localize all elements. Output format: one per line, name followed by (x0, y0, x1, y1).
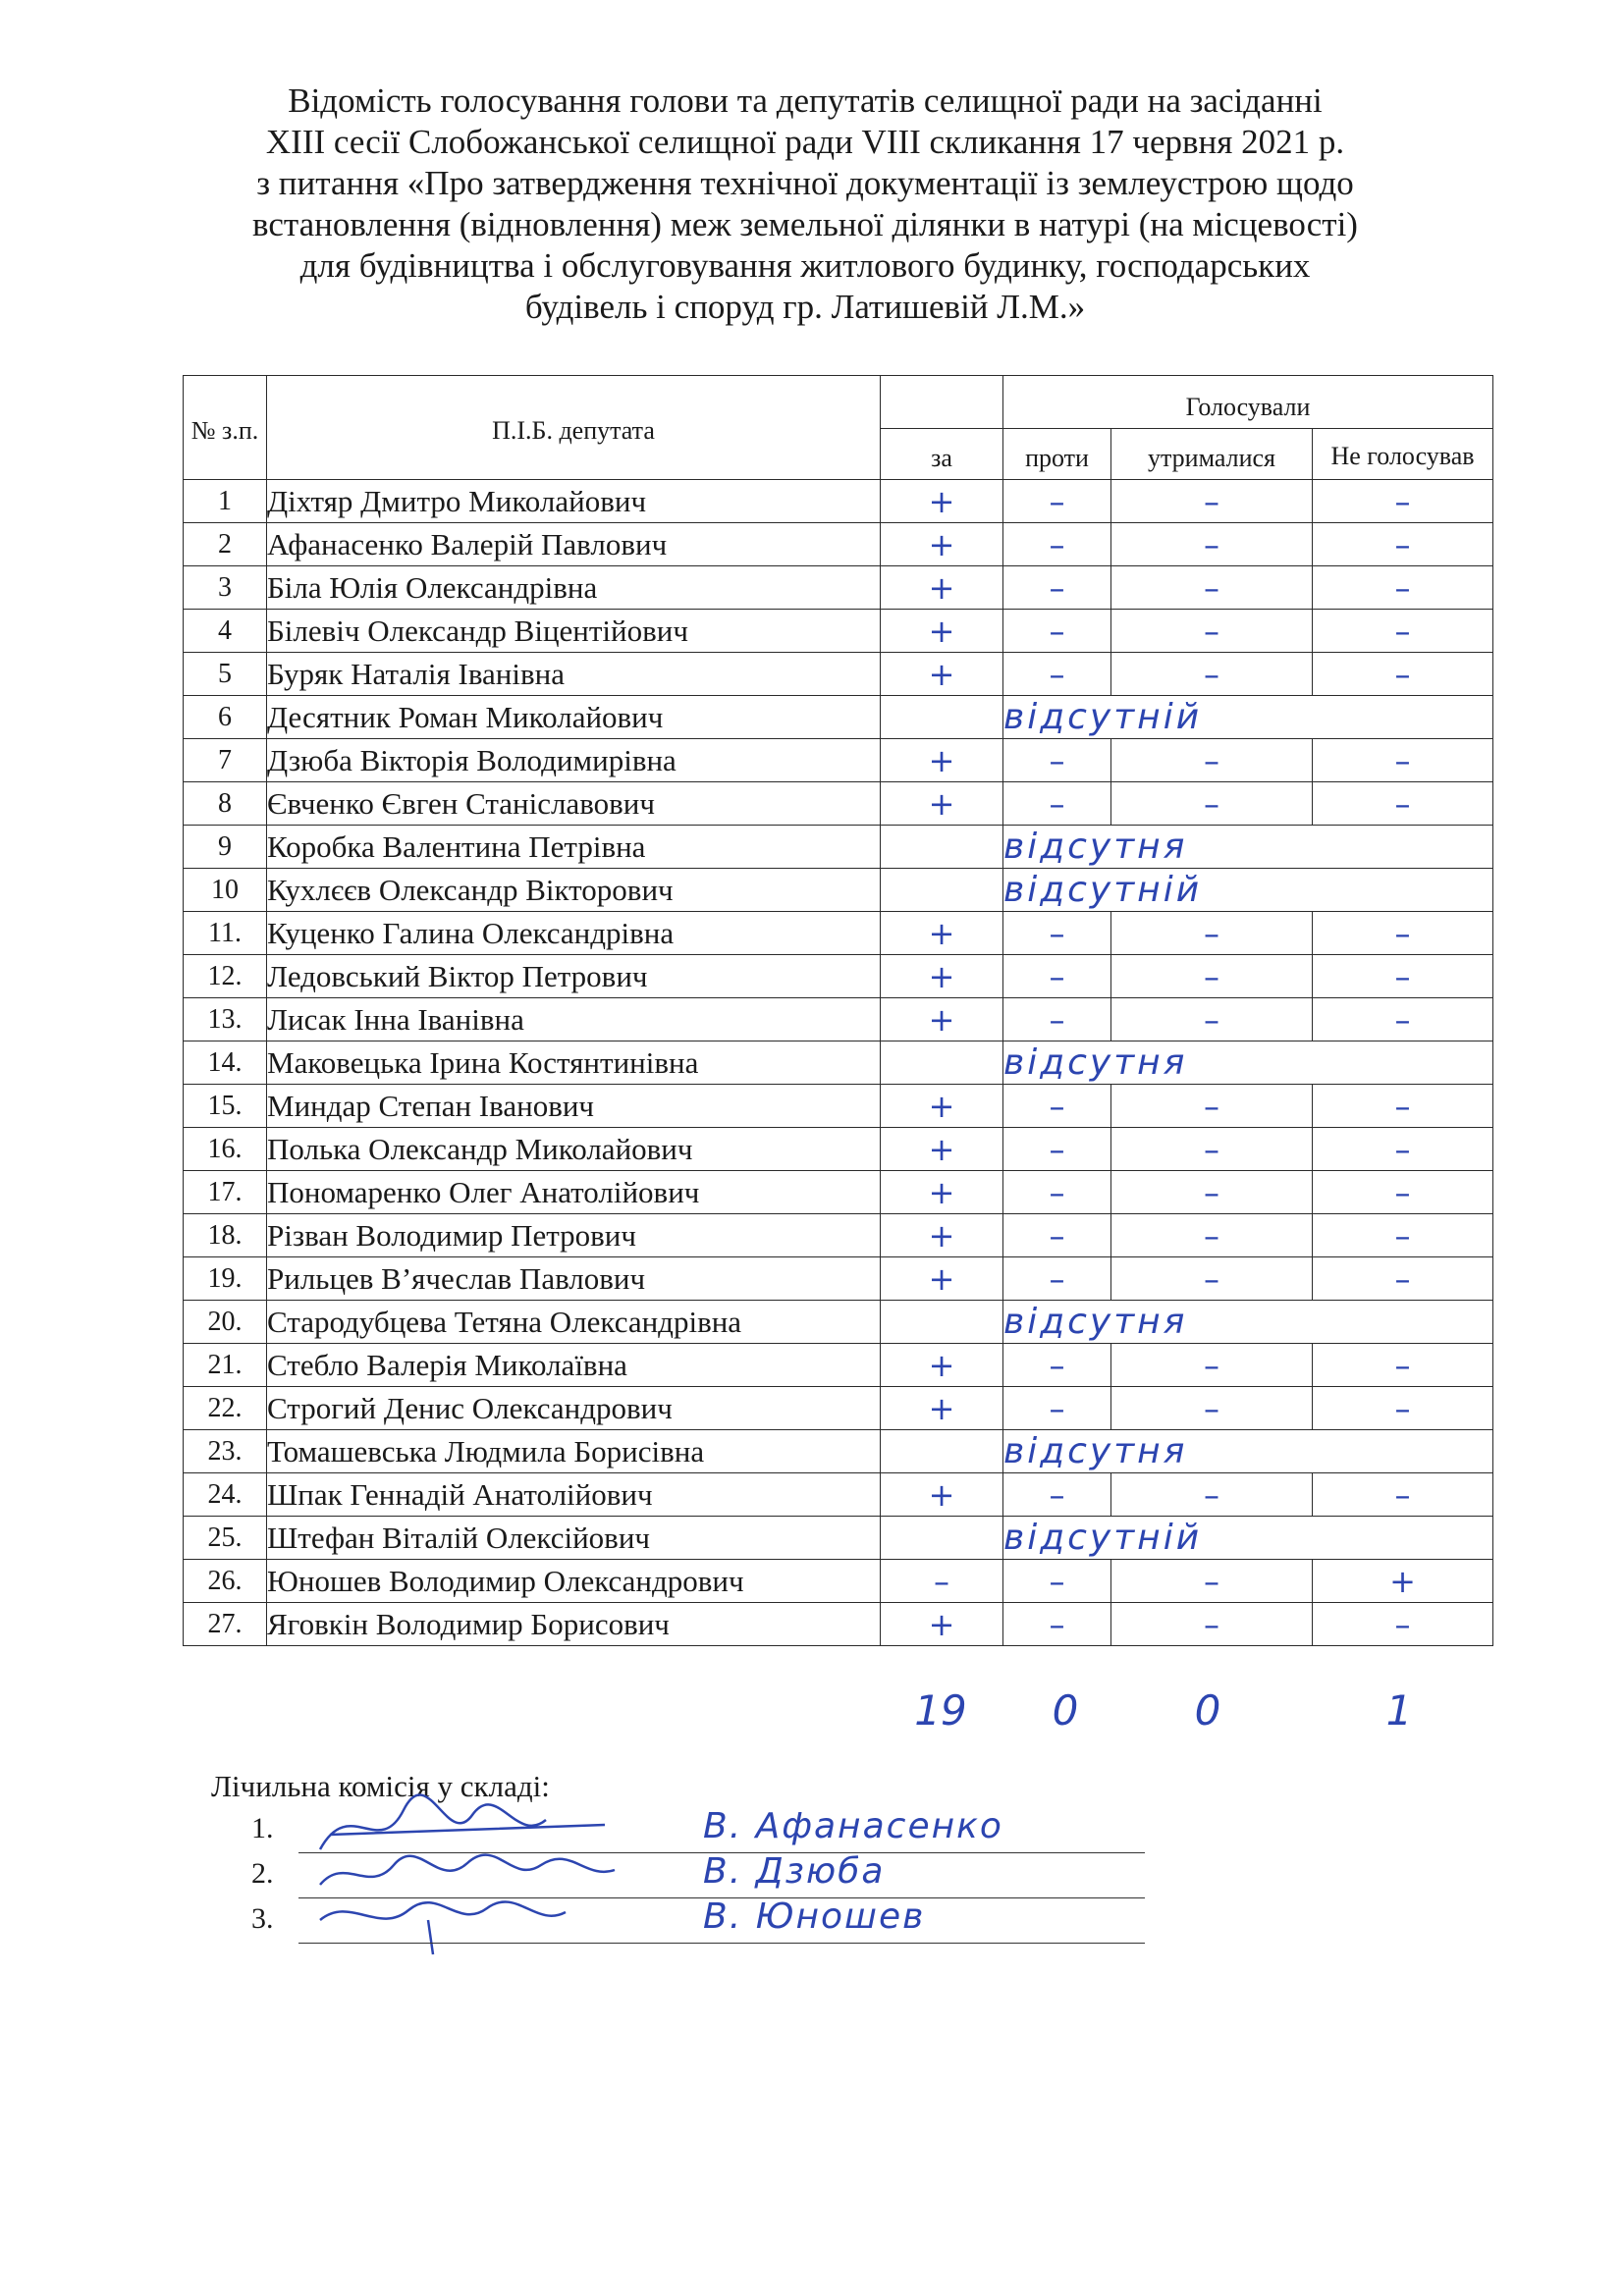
title-line: встановлення (відновлення) меж земельної ділянки в натурі (на місцевості) (252, 205, 1358, 243)
header-num: № з.п. (184, 376, 267, 480)
deputy-name: Дзюба Вікторія Володимирівна (267, 739, 881, 782)
member-signature-name: В. Дзюба (703, 1851, 886, 1892)
vote-za: + (881, 523, 1003, 566)
row-number: 24. (184, 1473, 267, 1517)
voting-table (183, 375, 1493, 1646)
member-signature-name: В. Юношев (703, 1896, 926, 1937)
commission-member (251, 1898, 1145, 1946)
table-row (184, 1517, 1493, 1560)
vote-proty: – (1003, 1387, 1111, 1430)
vote-ne-holosuvav: – (1313, 1387, 1493, 1430)
table-row (184, 1128, 1493, 1171)
member-number: 2. (251, 1857, 274, 1890)
table-row (184, 1171, 1493, 1214)
table-row (184, 955, 1493, 998)
vote-proty: – (1003, 998, 1111, 1041)
vote-proty: – (1003, 523, 1111, 566)
vote-ne-holosuvav: – (1313, 480, 1493, 523)
total-za: 19 (914, 1686, 967, 1735)
row-number: 2 (184, 523, 267, 566)
header-proty: проти (1003, 429, 1111, 480)
vote-za (881, 1430, 1003, 1473)
row-number: 18. (184, 1214, 267, 1257)
deputy-name: Строгий Денис Олександрович (267, 1387, 881, 1430)
vote-totals (0, 1686, 1624, 1745)
vote-za: + (881, 739, 1003, 782)
vote-utrymalysia: – (1111, 523, 1313, 566)
deputy-name: Полька Олександр Миколайович (267, 1128, 881, 1171)
deputy-name: Стебло Валерія Миколаївна (267, 1344, 881, 1387)
vote-proty: – (1003, 1344, 1111, 1387)
title-line: з питання «Про затвердження технічної документації із землеустрою щодо (256, 164, 1354, 202)
row-number: 4 (184, 610, 267, 653)
vote-za: + (881, 1387, 1003, 1430)
total-ne-holosuvav: 1 (1385, 1686, 1413, 1735)
deputy-name: Білевіч Олександр Віцентійович (267, 610, 881, 653)
vote-za (881, 696, 1003, 739)
deputy-name: Коробка Валентина Петрівна (267, 826, 881, 869)
deputy-name: Євченко Євген Станіславович (267, 782, 881, 826)
table-row (184, 1257, 1493, 1301)
deputy-name: Томашевська Людмила Борисівна (267, 1430, 881, 1473)
vote-za: + (881, 1473, 1003, 1517)
vote-proty: – (1003, 1257, 1111, 1301)
title-line: Відомість голосування голови та депутатів селищної ради на засіданні (288, 81, 1323, 120)
table-row (184, 1387, 1493, 1430)
table-row (184, 912, 1493, 955)
absent-note: відсутня (1003, 826, 1493, 869)
vote-za: + (881, 1603, 1003, 1646)
vote-za: + (881, 1128, 1003, 1171)
total-proty: 0 (1052, 1686, 1079, 1735)
vote-ne-holosuvav: – (1313, 1257, 1493, 1301)
signature-line (298, 1943, 1145, 1944)
absent-note: відсутня (1003, 1041, 1493, 1085)
vote-ne-holosuvav: – (1313, 782, 1493, 826)
row-number: 5 (184, 653, 267, 696)
deputy-name: Лисак Інна Іванівна (267, 998, 881, 1041)
vote-proty: – (1003, 1560, 1111, 1603)
vote-ne-holosuvav: – (1313, 739, 1493, 782)
vote-za: + (881, 566, 1003, 610)
member-number: 3. (251, 1902, 274, 1935)
table-row (184, 739, 1493, 782)
table-row (184, 869, 1493, 912)
vote-proty: – (1003, 739, 1111, 782)
table-row (184, 1085, 1493, 1128)
vote-za: – (881, 1560, 1003, 1603)
table-row (184, 1603, 1493, 1646)
title-line: XIII сесії Слобожанської селищної ради VIII скликання 17 червня 2021 р. (265, 123, 1345, 161)
vote-za (881, 1517, 1003, 1560)
title-line: будівель і споруд гр. Латишевій Л.М.» (524, 288, 1086, 326)
table-row (184, 566, 1493, 610)
vote-za: + (881, 912, 1003, 955)
deputy-name: Біла Юлія Олександрівна (267, 566, 881, 610)
vote-utrymalysia: – (1111, 955, 1313, 998)
row-number: 8 (184, 782, 267, 826)
vote-proty: – (1003, 955, 1111, 998)
signature-scribble-3 (310, 1881, 644, 1959)
absent-note: відсутня (1003, 1430, 1493, 1473)
vote-ne-holosuvav: – (1313, 955, 1493, 998)
row-number: 22. (184, 1387, 267, 1430)
deputy-name: Штефан Віталій Олексійович (267, 1517, 881, 1560)
vote-proty: – (1003, 610, 1111, 653)
deputy-name: Маковецька Ірина Костянтинівна (267, 1041, 881, 1085)
deputy-name: Діхтяр Дмитро Миколайович (267, 480, 881, 523)
vote-utrymalysia: – (1111, 1257, 1313, 1301)
row-number: 16. (184, 1128, 267, 1171)
vote-za (881, 1301, 1003, 1344)
header-voted: Голосували (1003, 376, 1493, 429)
vote-utrymalysia: – (1111, 610, 1313, 653)
absent-note: відсутній (1003, 1517, 1493, 1560)
row-number: 11. (184, 912, 267, 955)
vote-utrymalysia: – (1111, 480, 1313, 523)
vote-proty: – (1003, 912, 1111, 955)
row-number: 19. (184, 1257, 267, 1301)
vote-za (881, 869, 1003, 912)
vote-proty: – (1003, 1214, 1111, 1257)
vote-utrymalysia: – (1111, 1171, 1313, 1214)
deputy-name: Пономаренко Олег Анатолійович (267, 1171, 881, 1214)
vote-ne-holosuvav: – (1313, 1085, 1493, 1128)
vote-proty: – (1003, 480, 1111, 523)
member-signature-name: В. Афанасенко (703, 1806, 1003, 1846)
absent-note: відсутня (1003, 1301, 1493, 1344)
vote-utrymalysia: – (1111, 739, 1313, 782)
vote-ne-holosuvav: – (1313, 1603, 1493, 1646)
row-number: 27. (184, 1603, 267, 1646)
table-row (184, 1041, 1493, 1085)
row-number: 15. (184, 1085, 267, 1128)
table-row (184, 1560, 1493, 1603)
row-number: 21. (184, 1344, 267, 1387)
vote-utrymalysia: – (1111, 1603, 1313, 1646)
header-name: П.І.Б. депутата (267, 376, 881, 480)
vote-ne-holosuvav: – (1313, 566, 1493, 610)
vote-proty: – (1003, 1085, 1111, 1128)
row-number: 6 (184, 696, 267, 739)
absent-note: відсутній (1003, 869, 1493, 912)
table-row (184, 1344, 1493, 1387)
vote-utrymalysia: – (1111, 1085, 1313, 1128)
table-row (184, 1214, 1493, 1257)
deputy-name: Кухлєєв Олександр Вікторович (267, 869, 881, 912)
row-number: 12. (184, 955, 267, 998)
document-title (147, 80, 1463, 328)
vote-ne-holosuvav: – (1313, 1128, 1493, 1171)
deputy-name: Юношев Володимир Олександрович (267, 1560, 881, 1603)
vote-ne-holosuvav: – (1313, 998, 1493, 1041)
vote-ne-holosuvav: – (1313, 1171, 1493, 1214)
deputy-name: Рильцев В’ячеслав Павлович (267, 1257, 881, 1301)
vote-utrymalysia: – (1111, 912, 1313, 955)
row-number: 23. (184, 1430, 267, 1473)
vote-ne-holosuvav: – (1313, 1344, 1493, 1387)
table-row (184, 696, 1493, 739)
vote-proty: – (1003, 1473, 1111, 1517)
vote-za: + (881, 998, 1003, 1041)
table-row (184, 480, 1493, 523)
absent-note: відсутній (1003, 696, 1493, 739)
vote-za: + (881, 480, 1003, 523)
vote-utrymalysia: – (1111, 1387, 1313, 1430)
vote-utrymalysia: – (1111, 566, 1313, 610)
row-number: 20. (184, 1301, 267, 1344)
vote-utrymalysia: – (1111, 1344, 1313, 1387)
deputy-name: Десятник Роман Миколайович (267, 696, 881, 739)
deputy-name: Різван Володимир Петрович (267, 1214, 881, 1257)
vote-proty: – (1003, 1128, 1111, 1171)
row-number: 3 (184, 566, 267, 610)
total-utrymalysia: 0 (1194, 1686, 1221, 1735)
vote-proty: – (1003, 782, 1111, 826)
deputy-name: Афанасенко Валерій Павлович (267, 523, 881, 566)
vote-utrymalysia: – (1111, 1128, 1313, 1171)
vote-za: + (881, 782, 1003, 826)
vote-ne-holosuvav: + (1313, 1560, 1493, 1603)
table-row (184, 782, 1493, 826)
vote-za: + (881, 1214, 1003, 1257)
table-row (184, 653, 1493, 696)
row-number: 1 (184, 480, 267, 523)
row-number: 10 (184, 869, 267, 912)
row-number: 7 (184, 739, 267, 782)
deputy-name: Буряк Наталія Іванівна (267, 653, 881, 696)
vote-ne-holosuvav: – (1313, 523, 1493, 566)
deputy-name: Миндар Степан Іванович (267, 1085, 881, 1128)
vote-za: + (881, 653, 1003, 696)
vote-utrymalysia: – (1111, 653, 1313, 696)
table-row (184, 1473, 1493, 1517)
vote-za: + (881, 610, 1003, 653)
vote-ne-holosuvav: – (1313, 1214, 1493, 1257)
member-number: 1. (251, 1812, 274, 1844)
vote-utrymalysia: – (1111, 1560, 1313, 1603)
deputy-name: Стародубцева Тетяна Олександрівна (267, 1301, 881, 1344)
row-number: 9 (184, 826, 267, 869)
vote-ne-holosuvav: – (1313, 1473, 1493, 1517)
header-utrymalysia: утрималися (1111, 429, 1313, 480)
vote-utrymalysia: – (1111, 782, 1313, 826)
vote-za: + (881, 1344, 1003, 1387)
row-number: 26. (184, 1560, 267, 1603)
vote-ne-holosuvav: – (1313, 912, 1493, 955)
table-row (184, 1430, 1493, 1473)
vote-za: + (881, 955, 1003, 998)
deputy-name: Шпак Геннадій Анатолійович (267, 1473, 881, 1517)
table-row (184, 998, 1493, 1041)
table-row (184, 523, 1493, 566)
vote-utrymalysia: – (1111, 1214, 1313, 1257)
header-za: за (881, 429, 1003, 480)
row-number: 17. (184, 1171, 267, 1214)
vote-proty: – (1003, 1603, 1111, 1646)
deputy-name: Ледовський Віктор Петрович (267, 955, 881, 998)
header-ne-holosuvav: Не голосував (1313, 429, 1493, 480)
vote-za: + (881, 1257, 1003, 1301)
row-number: 13. (184, 998, 267, 1041)
vote-proty: – (1003, 566, 1111, 610)
header-empty (881, 376, 1003, 429)
vote-ne-holosuvav: – (1313, 653, 1493, 696)
vote-za: + (881, 1171, 1003, 1214)
table-row (184, 826, 1493, 869)
vote-za: + (881, 1085, 1003, 1128)
title-line: для будівництва і обслуговування житлового будинку, господарських (299, 246, 1311, 285)
row-number: 14. (184, 1041, 267, 1085)
vote-proty: – (1003, 1171, 1111, 1214)
vote-utrymalysia: – (1111, 998, 1313, 1041)
commission-label: Лічильна комісія у складі: (211, 1769, 550, 1803)
table-row (184, 610, 1493, 653)
vote-ne-holosuvav: – (1313, 610, 1493, 653)
deputy-name: Куценко Галина Олександрівна (267, 912, 881, 955)
vote-za (881, 1041, 1003, 1085)
vote-utrymalysia: – (1111, 1473, 1313, 1517)
row-number: 25. (184, 1517, 267, 1560)
vote-za (881, 826, 1003, 869)
deputy-name: Яговкін Володимир Борисович (267, 1603, 881, 1646)
vote-proty: – (1003, 653, 1111, 696)
table-row (184, 1301, 1493, 1344)
